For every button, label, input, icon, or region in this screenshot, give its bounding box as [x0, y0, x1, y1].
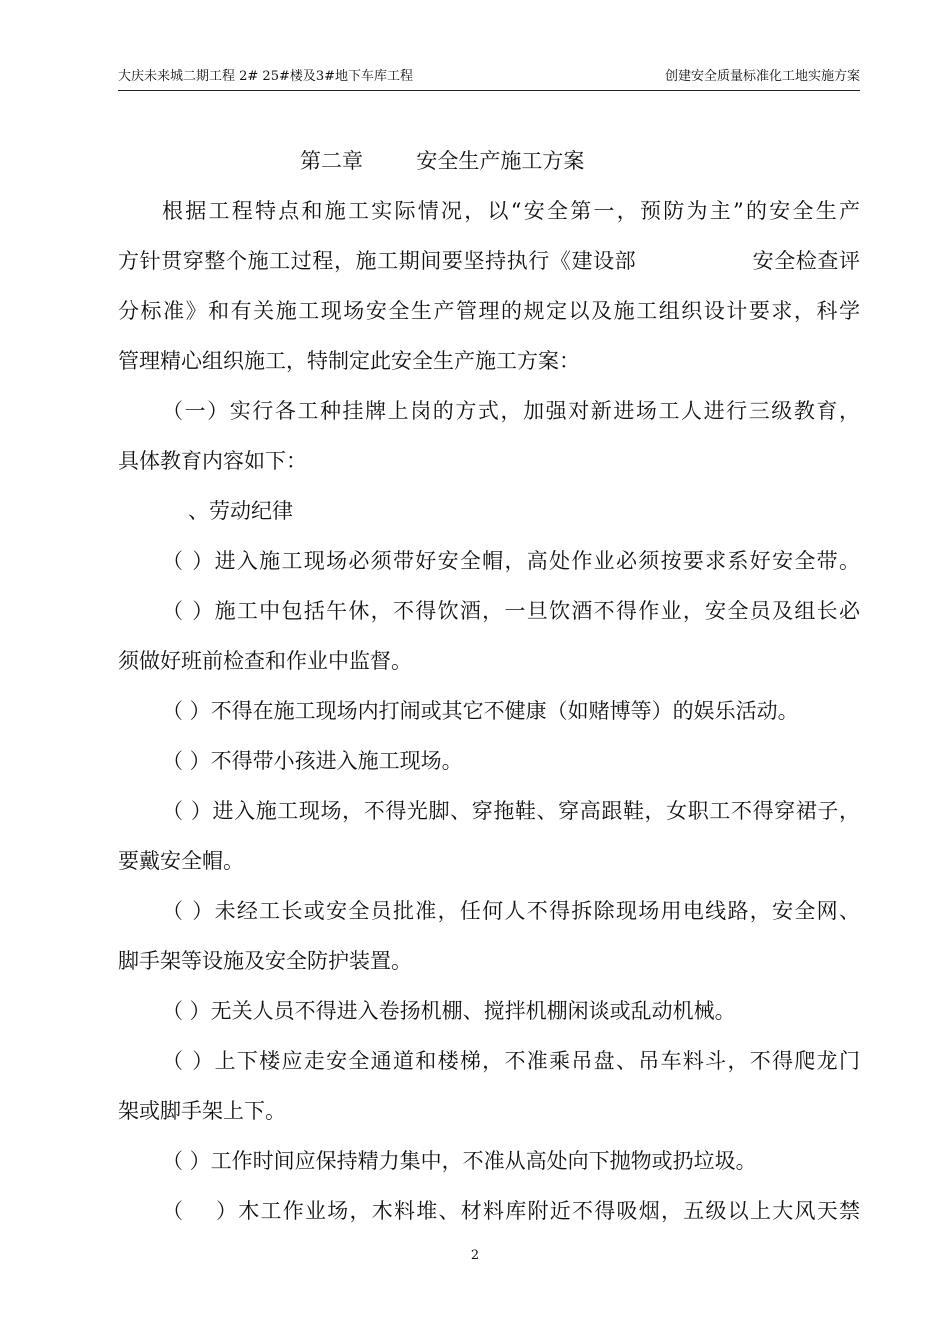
list-item-continuation: 须做好班前检查和作业中监督。 — [118, 649, 412, 673]
paragraph-line: 具体教育内容如下： — [118, 449, 307, 473]
list-item: （ ）进入施工现场，不得光脚、穿拖鞋、穿高跟鞋，女职工不得穿裙子， — [162, 799, 860, 823]
list-item: （ ）施工中包括午休，不得饮酒，一旦饮酒不得作业，安全员及组长必 — [162, 599, 860, 623]
list-item: （ ）未经工长或安全员批准，任何人不得拆除现场用电线路，安全网、 — [162, 899, 860, 923]
paragraph-line: （一）实行各工种挂牌上岗的方式，加强对新进场工人进行三级教育， — [162, 399, 860, 423]
page-number: 2 — [470, 1248, 480, 1263]
page-header — [118, 64, 860, 91]
chapter-title: 第二章 安全生产施工方案 — [300, 149, 585, 173]
list-item-continuation: 要戴安全帽。 — [118, 849, 244, 873]
list-item: （ ）不得在施工现场内打闹或其它不健康（如赌博等）的娱乐活动。 — [162, 699, 799, 723]
list-item: （ ）进入施工现场必须带好安全帽，高处作业必须按要求系好安全带。 — [162, 549, 860, 573]
header-document-title: 创建安全质量标准化工地实施方案 — [664, 69, 860, 84]
list-item: （ ）工作时间应保持精力集中，不准从高处向下抛物或扔垃圾。 — [162, 1149, 757, 1173]
list-item: （ ）上下楼应走安全通道和楼梯，不准乘吊盘、吊车料斗，不得爬龙门 — [162, 1049, 860, 1073]
section-heading: 、劳动纪律 — [188, 499, 293, 523]
list-item-continuation: 架或脚手架上下。 — [118, 1099, 286, 1123]
paragraph-line: 管理精心组织施工，特制定此安全生产施工方案： — [118, 349, 580, 373]
paragraph-line: 分标准》和有关施工现场安全生产管理的规定以及施工组织设计要求，科学 — [118, 299, 860, 323]
list-item-continuation: 脚手架等设施及安全防护装置。 — [118, 949, 412, 973]
paragraph-line: 根据工程特点和施工实际情况，以“安全第一，预防为主”的安全生产 — [162, 199, 860, 223]
list-item: （ ）无关人员不得进入卷扬机棚、搅拌机棚闲谈或乱动机械。 — [162, 999, 736, 1023]
list-item: （ ）木工作业场，木料堆、材料库附近不得吸烟，五级以上大风天禁 — [162, 1199, 860, 1223]
header-project-name: 大庆未来城二期工程 2# 25#楼及3#地下车库工程 — [118, 69, 414, 84]
list-item: （ ）不得带小孩进入施工现场。 — [162, 749, 463, 773]
paragraph-line: 方针贯穿整个施工过程，施工期间要坚持执行《建设部 安全检查评 — [118, 249, 860, 273]
